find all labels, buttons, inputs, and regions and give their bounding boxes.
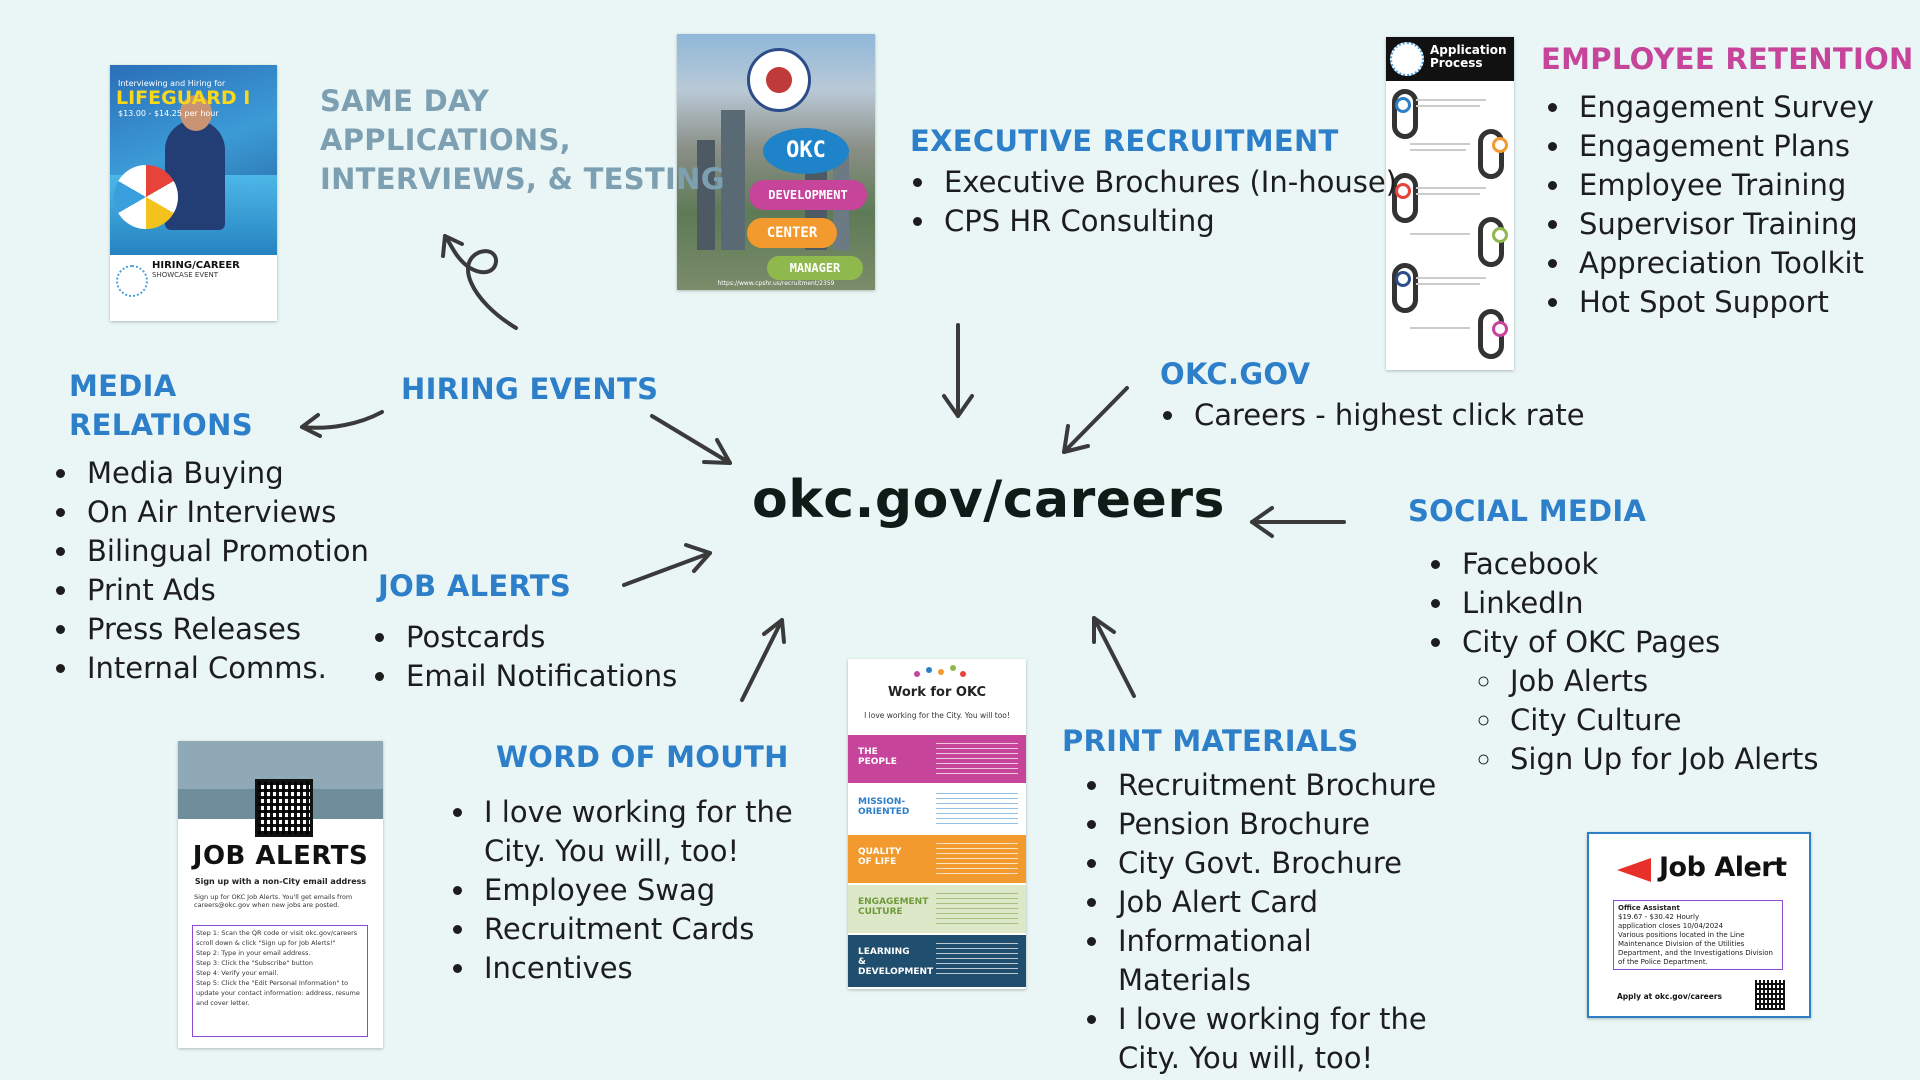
flyer-step: Step 5: Click the "Edit Personal Information" to update your contact information: address, resume and cover letter. [196, 979, 360, 1007]
list-item: • Recruitment Brochure [1112, 766, 1442, 805]
list-item: • Supervisor Training [1573, 205, 1914, 244]
arrow-social-to-center [1252, 508, 1344, 536]
job-alert-closes: application closes 10/04/2024 [1618, 922, 1724, 930]
list-item: • Media Buying [81, 454, 369, 493]
brochure-url: https://www.cpshr.us/recruitment/2359 [717, 280, 835, 287]
okc-gov-heading: OKC.GOV [1160, 357, 1311, 391]
employee-retention-heading: EMPLOYEE RETENTION [1541, 42, 1914, 76]
list-item: • Engagement Plans [1573, 127, 1914, 166]
flyer-title: LIFEGUARD I [116, 87, 251, 109]
job-alerts-flyer-title: JOB ALERTS [192, 841, 369, 871]
job-alerts-flyer-subtitle: Sign up with a non-City email address [194, 877, 367, 886]
job-alerts-flyer-para: Sign up for OKC Job Alerts. You'll get emails from careers@okc.gov when new jobs are posted. [194, 893, 353, 909]
list-item: • Print Ads [81, 571, 369, 610]
same-day-line-3: INTERVIEWS, & TESTING [320, 162, 725, 196]
list-item: • Email Notifications [400, 657, 677, 696]
list-item: • Pension Brochure [1112, 805, 1442, 844]
word-of-mouth-heading: WORD OF MOUTH [496, 740, 789, 774]
media-relations-heading-line-1: MEDIA [69, 369, 177, 403]
flyer-event-title: HIRING/CAREER [152, 260, 240, 271]
band-engagement-culture: ENGAGEMENT CULTURE [858, 897, 929, 917]
job-alert-apply: Apply at okc.gov/careers [1617, 992, 1722, 1001]
sub-list-item: ◦ Job Alerts [1504, 662, 1818, 701]
print-materials-heading: PRINT MATERIALS [1062, 724, 1359, 758]
list-item: • LinkedIn [1456, 584, 1818, 623]
list-item: • Bilingual Promotion [81, 532, 369, 571]
list-item: • On Air Interviews [81, 493, 369, 532]
hiring-events-heading: HIRING EVENTS [401, 372, 659, 406]
list-item: • CPS HR Consulting [938, 202, 1397, 241]
list-item: • Recruitment Cards [478, 910, 818, 949]
arrow-exec-to-center [944, 325, 972, 416]
app-title-line-2: Process [1430, 56, 1483, 70]
list-item: • Employee Swag [478, 871, 818, 910]
band-mission-oriented: MISSION-ORIENTED [858, 797, 910, 817]
work-for-okc-subtitle: I love working for the City. You will too! [864, 711, 1010, 720]
list-item: • Careers - highest click rate [1188, 396, 1585, 435]
media-relations-heading-line-2: RELATIONS [69, 408, 253, 442]
same-day-line-1: SAME DAY [320, 84, 490, 118]
job-alert-card-title: Job Alert [1659, 852, 1787, 883]
work-for-okc-title: Work for OKC [888, 685, 986, 700]
sub-list-item: ◦ Sign Up for Job Alerts [1504, 740, 1818, 779]
same-day-line-2: APPLICATIONS, [320, 123, 571, 157]
job-alert-desc: Various positions located in the Line Maintenance Division of the Utilities Department, and the Investigations Division of the Police Department. [1618, 931, 1773, 966]
band-the-people: THE PEOPLE [858, 747, 897, 767]
arrow-okcgov-to-center [1064, 388, 1127, 452]
list-item: • City Govt. Brochure [1112, 844, 1442, 883]
arrow-to-same-day [443, 236, 516, 328]
flyer-step: Step 2: Type in your email address. [196, 949, 311, 957]
list-item: • Employee Training [1573, 166, 1914, 205]
arrow-wordofmouth-to-center [742, 620, 784, 700]
brochure-word-center: CENTER [747, 218, 837, 248]
brochure-word-development: DEVELOPMENT [749, 180, 867, 210]
job-alert-pay: $19.67 - $30.42 Hourly [1618, 913, 1700, 921]
list-item: City of OKC Pages [1462, 625, 1721, 659]
flyer-step: Step 1: Scan the QR code or visit okc.gov/careers scroll down & click "Sign up for Job Alerts!" [196, 929, 358, 947]
list-item: • Postcards [400, 618, 677, 657]
list-item: • Executive Brochures (In-house) [938, 163, 1397, 202]
flyer-event-sub: SHOWCASE EVENT [152, 271, 219, 279]
arrow-hiring-to-center [652, 416, 730, 463]
arrow-jobalerts-to-center [624, 545, 710, 585]
arrow-to-media-relations [302, 412, 382, 436]
flyer-step: Step 4: Verify your email. [196, 969, 279, 977]
executive-recruitment-heading: EXECUTIVE RECRUITMENT [910, 124, 1339, 158]
brochure-word-okc: OKC [763, 128, 849, 174]
list-item: • Press Releases [81, 610, 369, 649]
list-item: • Appreciation Toolkit [1573, 244, 1914, 283]
list-item: • I love working for the City. You will, too! [478, 793, 818, 871]
band-quality-of-life: QUALITY OF LIFE [858, 847, 902, 867]
app-title-line-1: Application [1430, 43, 1507, 57]
brochure-word-manager: MANAGER [767, 256, 863, 280]
social-media-heading: SOCIAL MEDIA [1408, 494, 1647, 528]
list-item: • Internal Comms. [81, 649, 369, 688]
band-learning-development: LEARNING & DEVELOPMENT [858, 947, 934, 977]
list-item: • I love working for the City. You will, too! [1112, 1000, 1442, 1078]
flyer-pay: $13.00 - $14.25 per hour [118, 109, 219, 118]
careers-url: okc.gov/careers [752, 470, 1225, 530]
flyer-tagline: Interviewing and Hiring for [118, 79, 226, 88]
job-alerts-heading: JOB ALERTS [378, 569, 572, 603]
list-item: • Incentives [478, 949, 818, 988]
arrow-print-to-center [1094, 618, 1134, 696]
list-item: • Job Alert Card [1112, 883, 1442, 922]
list-item: • Hot Spot Support [1573, 283, 1914, 322]
sub-list-item: ◦ City Culture [1504, 701, 1818, 740]
job-alert-role: Office Assistant [1618, 904, 1680, 912]
list-item: • Facebook [1456, 545, 1818, 584]
list-item: • Informational Materials [1112, 922, 1442, 1000]
list-item: • Engagement Survey [1573, 88, 1914, 127]
flyer-step: Step 3: Click the "Subscribe" button [196, 959, 313, 967]
